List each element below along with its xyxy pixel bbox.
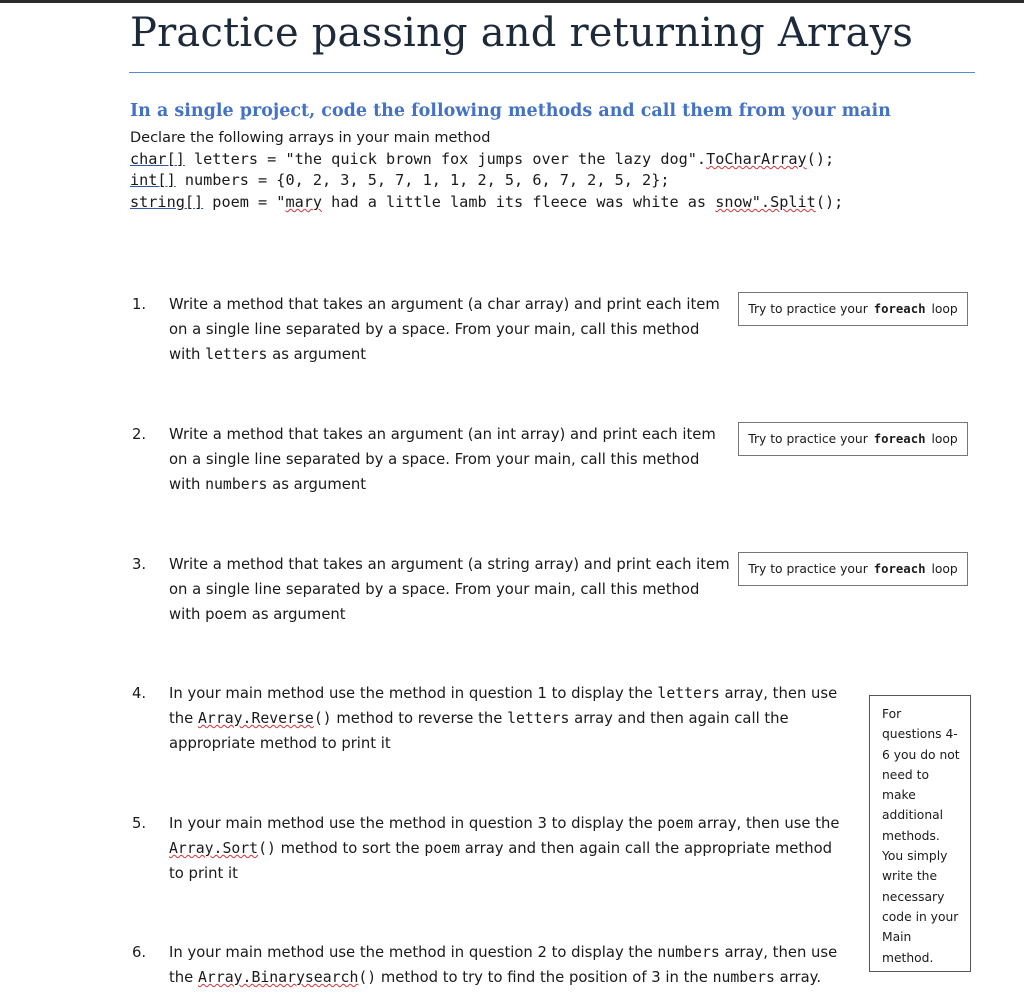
question-text <box>169 706 789 731</box>
question-text <box>169 811 840 836</box>
code-type-string: string[] <box>130 193 204 211</box>
title-underline <box>129 72 975 73</box>
inline-code: () <box>313 710 332 727</box>
question-text-part: with <box>169 346 206 363</box>
question-text-part: array, then use <box>719 685 838 702</box>
section-heading: In a single project, code the following methods and call them from your main <box>130 101 891 121</box>
tip-text: loop <box>931 562 958 576</box>
question-text-part: the <box>169 710 198 727</box>
question-text: Write a method that takes an argument (a char array) and print each item <box>169 296 720 313</box>
side-note-line: code in your <box>882 909 959 924</box>
code-text: letters = "the quick brown fox jumps over the lazy dog". <box>184 150 707 168</box>
question-number: 3. <box>132 556 147 573</box>
question-text-part: array, then use the <box>693 815 840 832</box>
inline-code: letters <box>205 346 268 363</box>
question-number: 1. <box>132 296 147 313</box>
question-text-part: In your main method use the method in question 1 to display the <box>169 685 658 702</box>
code-text: had a little lamb its fleece was white as <box>322 193 716 211</box>
question-text: appropriate method to print it <box>169 735 391 752</box>
question-number: 4. <box>132 685 147 702</box>
side-note-line: You simply <box>882 849 948 864</box>
question-text: with poem as argument <box>169 606 346 623</box>
question-text-part: array and then again call the <box>569 710 789 727</box>
page-title: Practice passing and returning Arrays <box>130 10 914 56</box>
inline-code: poem <box>424 840 461 857</box>
code-type-int: int[] <box>130 171 176 189</box>
tip-keyword: foreach <box>873 302 926 316</box>
tip-text: Try to practice your <box>748 562 868 576</box>
inline-code: poem <box>657 815 694 832</box>
side-note-line: 6 you do not <box>882 747 960 762</box>
question-text <box>169 472 366 497</box>
side-note-line: additional <box>882 808 944 823</box>
tip-text: loop <box>931 432 958 446</box>
tip-keyword: foreach <box>873 432 926 446</box>
declare-instruction: Declare the following arrays in your main method <box>130 130 491 146</box>
code-word-mary: mary <box>285 193 323 211</box>
side-note-line: need to <box>882 767 929 782</box>
foreach-tip-box <box>738 292 968 326</box>
code-text: poem = " <box>203 193 286 211</box>
question-text: on a single line separated by a space. From your main, call this method <box>169 321 700 338</box>
code-text: (); <box>806 150 835 168</box>
inline-code: numbers <box>205 476 268 493</box>
tip-keyword: foreach <box>873 562 926 576</box>
side-note-box <box>869 695 971 972</box>
inline-code: letters <box>507 710 570 727</box>
question-text-part: method to reverse the <box>331 710 508 727</box>
question-text-part: array, then use <box>719 944 838 961</box>
inline-code: numbers <box>657 944 720 961</box>
side-note-line: methods. <box>882 828 940 843</box>
side-note-line: make <box>882 788 916 803</box>
question-number: 2. <box>132 426 147 443</box>
question-text-part: array. <box>774 969 822 986</box>
side-note-line: method. <box>882 950 934 965</box>
question-text-part: array and then again call the appropriate method <box>460 840 833 857</box>
foreach-tip-box <box>738 422 968 456</box>
question-text <box>169 940 837 965</box>
question-text-part: with <box>169 476 206 493</box>
inline-code: numbers <box>712 969 775 986</box>
question-text-part: the <box>169 969 198 986</box>
question-text <box>169 965 821 990</box>
question-number: 5. <box>132 815 147 832</box>
inline-code-array-binarysearch: Array.Binarysearch <box>198 969 359 986</box>
code-line-letters <box>130 150 834 168</box>
question-text-part: In your main method use the method in question 3 to display the <box>169 815 658 832</box>
page-top-border <box>0 0 1024 3</box>
question-text: on a single line separated by a space. From your main, call this method <box>169 581 700 598</box>
inline-code: () <box>258 840 276 857</box>
side-note-line: For <box>882 707 902 721</box>
code-line-numbers <box>130 171 669 189</box>
foreach-tip-box <box>738 552 968 586</box>
inline-code: () <box>358 969 377 986</box>
side-note-line: write the <box>882 869 938 884</box>
inline-code: letters <box>657 685 720 702</box>
question-text-part: In your main method use the method in question 2 to display the <box>169 944 658 961</box>
question-text: on a single line separated by a space. From your main, call this method <box>169 451 700 468</box>
code-word-snow-split: snow".Split <box>715 193 816 211</box>
side-note-line: necessary <box>882 889 945 904</box>
inline-code-array-sort: Array.Sort <box>169 840 259 857</box>
tip-text: Try to practice your <box>748 432 868 446</box>
code-line-poem <box>130 193 843 211</box>
question-text <box>169 681 837 706</box>
question-text <box>169 836 832 861</box>
question-text-part: method to sort the <box>275 840 425 857</box>
question-text: Write a method that takes an argument (a string array) and print each item <box>169 556 730 573</box>
code-text: numbers = {0, 2, 3, 5, 7, 1, 1, 2, 5, 6, 7, 2, 5, 2}; <box>175 171 670 189</box>
question-text: to print it <box>169 865 238 882</box>
code-text: (); <box>815 193 844 211</box>
question-text-part: as argument <box>267 476 367 493</box>
side-note-line: questions 4- <box>882 727 958 742</box>
code-type-char: char[] <box>130 150 185 168</box>
question-text <box>169 342 366 367</box>
question-number: 6. <box>132 944 147 961</box>
question-text: Write a method that takes an argument (an int array) and print each item <box>169 426 716 443</box>
inline-code-array-reverse: Array.Reverse <box>198 710 314 727</box>
code-method-tochararray: ToCharArray <box>706 150 807 168</box>
question-text-part: method to try to find the position of 3 in the <box>376 969 713 986</box>
tip-text: Try to practice your <box>748 302 868 316</box>
tip-text: loop <box>931 302 958 316</box>
side-note-line: Main <box>882 930 912 945</box>
question-text-part: as argument <box>267 346 367 363</box>
